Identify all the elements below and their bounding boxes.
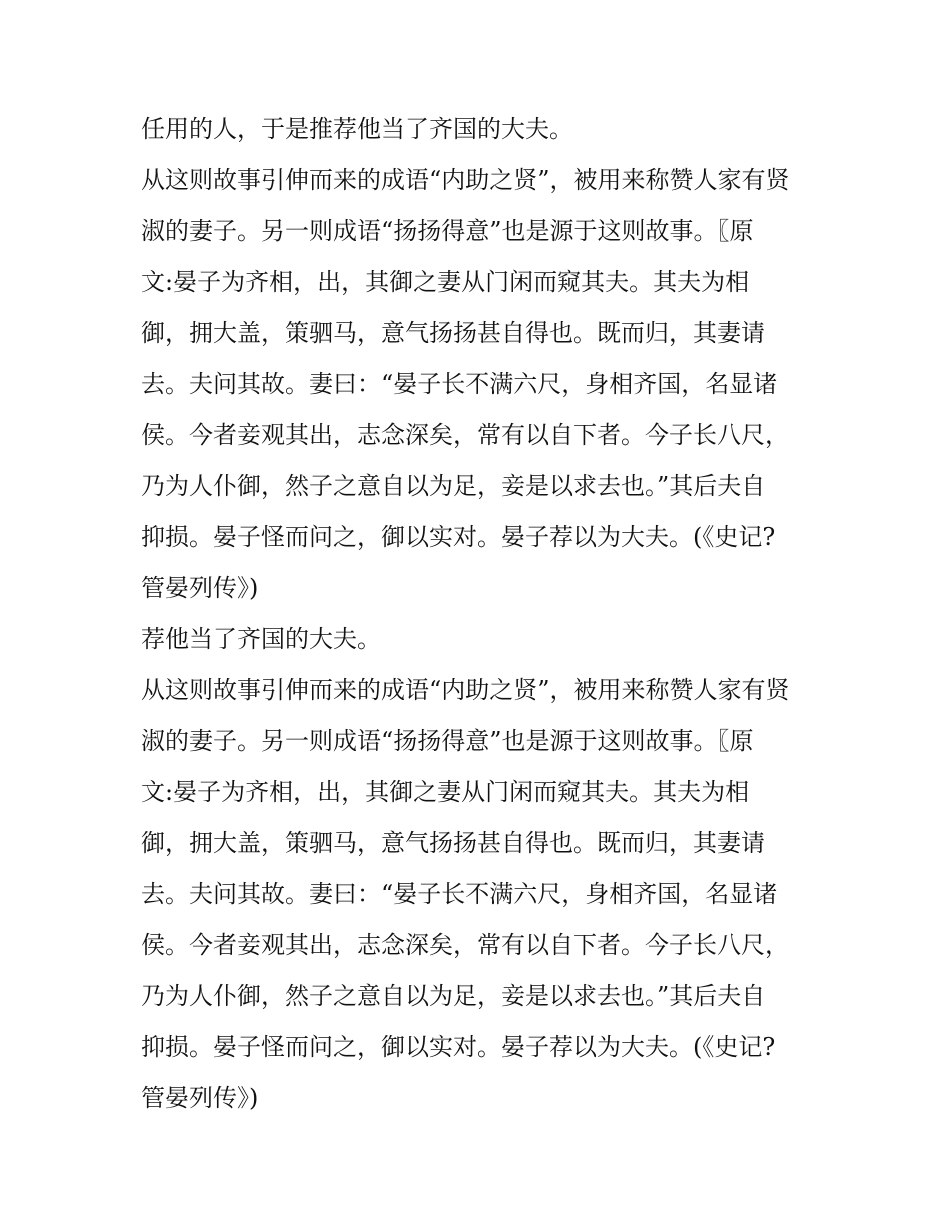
text-line-13: 淑的妻子。另一则成语“扬扬得意”也是源于这则故事。〖原 [141,727,754,755]
text-line-16: 去。夫问其故。妻曰：“晏子长不满六尺，身相齐国，名显诸 [141,880,778,908]
text-line-14: 文:晏子为齐相，出，其御之妻从门闲而窥其夫。其夫为相 [141,778,750,806]
text-line-8: 乃为人仆御，然子之意自以为足，妾是以求去也。”其后夫自 [141,472,766,500]
text-line-12: 从这则故事引伸而来的成语“内助之贤”，被用来称赞人家有贤 [141,676,790,704]
document-body [141,104,821,1124]
text-line-6: 去。夫问其故。妻曰：“晏子长不满六尺，身相齐国，名显诸 [141,370,778,398]
text-line-5: 御，拥大盖，策驷马，意气扬扬甚自得也。既而归，其妻请 [141,319,765,347]
text-line-11: 荐他当了齐国的大夫。 [141,625,381,653]
text-line-4: 文:晏子为齐相，出，其御之妻从门闲而窥其夫。其夫为相 [141,268,750,296]
text-line-18: 乃为人仆御，然子之意自以为足，妾是以求去也。”其后夫自 [141,982,766,1010]
text-line-10: 管晏列传》) [141,574,259,602]
text-line-17: 侯。今者妾观其出，志念深矣，常有以自下者。今子长八尺， [141,931,789,959]
text-line-3: 淑的妻子。另一则成语“扬扬得意”也是源于这则故事。〖原 [141,217,754,245]
text-line-9: 抑损。晏子怪而问之，御以实对。晏子荐以为大夫。(《史记? [141,523,776,551]
text-line-1: 任用的人，于是推荐他当了齐国的大夫。 [141,115,573,143]
text-line-19: 抑损。晏子怪而问之，御以实对。晏子荐以为大夫。(《史记? [141,1033,776,1061]
text-line-7: 侯。今者妾观其出，志念深矣，常有以自下者。今子长八尺， [141,421,789,449]
text-line-15: 御，拥大盖，策驷马，意气扬扬甚自得也。既而归，其妻请 [141,829,765,857]
text-line-20: 管晏列传》) [141,1084,259,1112]
text-line-2: 从这则故事引伸而来的成语“内助之贤”，被用来称赞人家有贤 [141,166,790,194]
